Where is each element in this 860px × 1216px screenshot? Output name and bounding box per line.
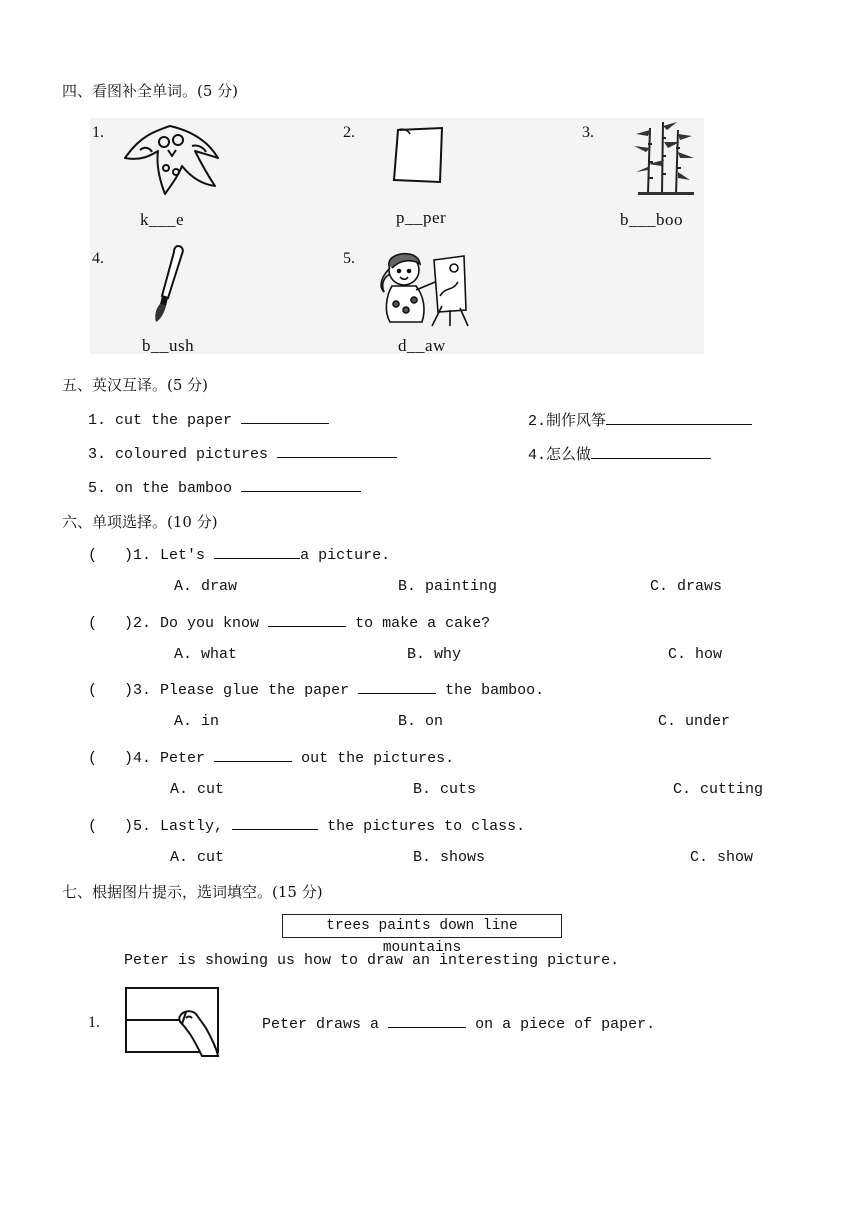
answer-blank[interactable] <box>277 443 397 458</box>
translate-item <box>528 443 711 464</box>
section6-heading: 六、单项选择。(10 分) <box>62 513 218 531</box>
question-row <box>88 679 544 699</box>
translate-item <box>88 409 329 429</box>
question-number: 4. <box>133 750 152 767</box>
option-c[interactable]: C. draws <box>650 578 723 595</box>
answer-blank[interactable] <box>358 679 436 694</box>
option-c[interactable]: C. show <box>690 849 754 866</box>
option-c[interactable]: C. under <box>658 713 731 730</box>
option-b[interactable]: B. shows <box>413 849 486 866</box>
answer-blank[interactable] <box>268 612 346 627</box>
item-word: d__aw <box>398 336 446 355</box>
question-number: 2. <box>133 615 152 632</box>
answer-paren[interactable]: ( ) <box>88 682 134 699</box>
answer-blank[interactable] <box>388 1013 466 1028</box>
hand-drawing-line-icon <box>124 986 224 1058</box>
sentence-post: on a piece of paper. <box>475 1016 656 1033</box>
word-bank: trees paints down line mountains <box>282 914 562 938</box>
translate-label: 2.制作风筝 <box>528 413 607 430</box>
question-pre: Please glue the paper <box>160 682 350 699</box>
option-b[interactable]: B. why <box>407 646 462 663</box>
item-word: k___e <box>140 210 185 229</box>
fill-sentence <box>262 1013 655 1033</box>
brush-icon <box>148 244 188 324</box>
question-post: a picture. <box>300 547 391 564</box>
item-word: b__ush <box>142 336 195 355</box>
question-pre: Lastly, <box>160 818 224 835</box>
question-pre: Let's <box>160 547 206 564</box>
kite-icon <box>120 116 220 196</box>
item-number: 4. <box>92 250 104 267</box>
option-b[interactable]: B. painting <box>398 578 498 595</box>
answer-blank[interactable] <box>606 410 752 425</box>
translate-label: 4.怎么做 <box>528 447 592 464</box>
translate-item <box>88 477 361 497</box>
question-post: the pictures to class. <box>327 818 526 835</box>
option-a[interactable]: A. cut <box>170 849 225 866</box>
answer-blank[interactable] <box>232 815 318 830</box>
item-number: 2. <box>343 124 355 141</box>
option-c[interactable]: C. cutting <box>673 781 764 798</box>
section5-heading: 五、英汉互译。(5 分) <box>62 376 209 394</box>
question-pre: Do you know <box>160 615 260 632</box>
bamboo-icon <box>628 118 698 196</box>
option-b[interactable]: B. cuts <box>413 781 477 798</box>
answer-paren[interactable]: ( ) <box>88 547 134 564</box>
option-a[interactable]: A. what <box>174 646 238 663</box>
answer-blank[interactable] <box>241 477 361 492</box>
question-number: 5. <box>133 818 152 835</box>
paper-icon <box>390 124 450 186</box>
item-word: b___boo <box>620 210 683 229</box>
item-number: 5. <box>343 250 355 267</box>
translate-label: 1. cut the paper <box>88 412 233 429</box>
question-row <box>88 815 525 835</box>
option-c[interactable]: C. how <box>668 646 723 663</box>
answer-blank[interactable] <box>591 444 711 459</box>
answer-blank[interactable] <box>214 544 300 559</box>
translate-label: 3. coloured pictures <box>88 446 269 463</box>
girl-drawing-icon <box>372 246 476 328</box>
question-pre: Peter <box>160 750 206 767</box>
item-word: p__per <box>396 208 447 227</box>
answer-blank[interactable] <box>214 747 292 762</box>
option-a[interactable]: A. in <box>174 713 220 730</box>
translate-item <box>528 409 752 430</box>
answer-blank[interactable] <box>241 409 329 424</box>
question-row <box>88 747 454 767</box>
question-row <box>88 544 390 564</box>
question-post: to make a cake? <box>355 615 491 632</box>
section4-heading: 四、看图补全单词。(5 分) <box>62 82 239 100</box>
question-number: 3. <box>133 682 152 699</box>
item-number: 3. <box>582 124 594 141</box>
question-post: the bamboo. <box>445 682 545 699</box>
question-post: out the pictures. <box>301 750 455 767</box>
answer-paren[interactable]: ( ) <box>88 750 134 767</box>
sentence-pre: Peter draws a <box>262 1016 380 1033</box>
question-row <box>88 612 490 632</box>
option-a[interactable]: A. cut <box>170 781 225 798</box>
section7-heading: 七、根据图片提示，选词填空。(15 分) <box>62 883 323 901</box>
item-number: 1. <box>88 1014 100 1031</box>
answer-paren[interactable]: ( ) <box>88 818 134 835</box>
translate-label: 5. on the bamboo <box>88 480 233 497</box>
question-number: 1. <box>133 547 152 564</box>
item-number: 1. <box>92 124 104 141</box>
option-b[interactable]: B. on <box>398 713 444 730</box>
option-a[interactable]: A. draw <box>174 578 238 595</box>
translate-item <box>88 443 397 463</box>
intro-text: Peter is showing us how to draw an interesting picture. <box>124 952 620 969</box>
answer-paren[interactable]: ( ) <box>88 615 134 632</box>
